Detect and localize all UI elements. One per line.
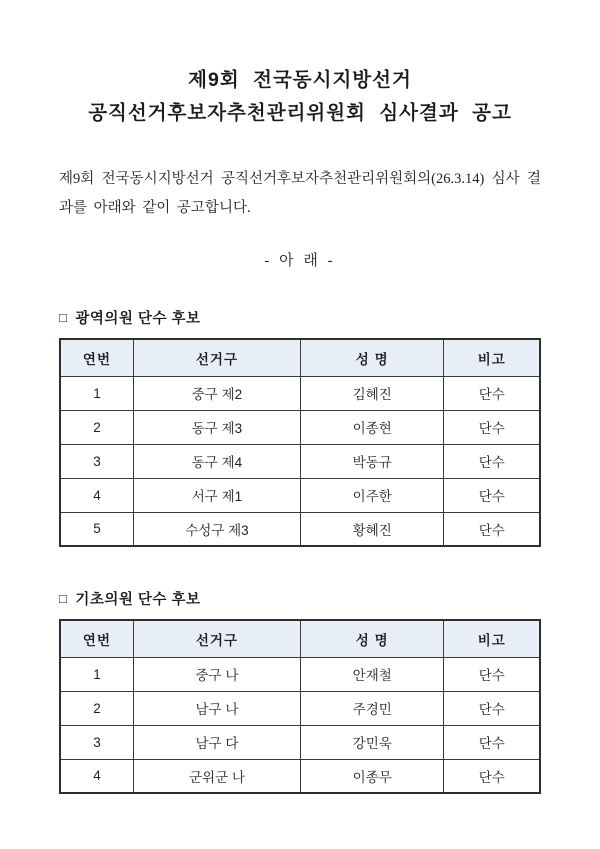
table-cell: 황혜진 xyxy=(300,512,444,546)
table-row xyxy=(60,759,540,793)
section-metropolitan-council xyxy=(59,307,541,547)
table-cell: 주경민 xyxy=(300,691,444,725)
table-cell: 남구 나 xyxy=(133,691,300,725)
table-cell: 단수 xyxy=(444,478,540,512)
table-cell: 단수 xyxy=(444,410,540,444)
table-cell: 3 xyxy=(60,444,133,478)
column-header: 성 명 xyxy=(300,339,444,376)
table-cell: 3 xyxy=(60,725,133,759)
table-row xyxy=(60,376,540,410)
table-cell: 4 xyxy=(60,759,133,793)
metropolitan-candidates-table xyxy=(59,338,541,547)
table-cell: 수성구 제3 xyxy=(133,512,300,546)
table-cell: 이주한 xyxy=(300,478,444,512)
table-cell: 남구 다 xyxy=(133,725,300,759)
table-cell: 1 xyxy=(60,376,133,410)
table-cell: 단수 xyxy=(444,512,540,546)
document-title-line2: 공직선거후보자추천관리위원회 심사결과 공고 xyxy=(88,102,512,124)
column-header: 연번 xyxy=(60,620,133,657)
basic-candidates-table xyxy=(59,619,541,794)
table-cell: 5 xyxy=(60,512,133,546)
table-row xyxy=(60,444,540,478)
table-cell: 군위군 나 xyxy=(133,759,300,793)
table-cell: 중구 제2 xyxy=(133,376,300,410)
table-cell: 2 xyxy=(60,691,133,725)
table-cell: 강민욱 xyxy=(300,725,444,759)
announcement-paragraph: 제9회 전국동시지방선거 공직선거후보자추천관리위원회의(26.3.14) 심사 결과를 아래와 같이 공고합니다. xyxy=(59,171,541,216)
document-title xyxy=(59,64,541,130)
section-heading xyxy=(59,307,541,328)
table-cell: 단수 xyxy=(444,725,540,759)
square-bullet-icon: □ xyxy=(59,591,68,606)
section-basic-council xyxy=(59,588,541,794)
table-row xyxy=(60,691,540,725)
table-row xyxy=(60,512,540,546)
column-header: 비고 xyxy=(444,339,540,376)
column-header: 성 명 xyxy=(300,620,444,657)
table-cell: 이종무 xyxy=(300,759,444,793)
table-row xyxy=(60,410,540,444)
table-cell: 단수 xyxy=(444,444,540,478)
document-title-line1: 제9회 전국동시지방선거 xyxy=(188,69,412,91)
table-cell: 1 xyxy=(60,657,133,691)
table-row xyxy=(60,725,540,759)
square-bullet-icon: □ xyxy=(59,310,68,325)
section-heading-label: 광역의원 단수 후보 xyxy=(75,311,201,327)
table-cell: 김혜진 xyxy=(300,376,444,410)
table-cell: 단수 xyxy=(444,759,540,793)
table-cell: 동구 제4 xyxy=(133,444,300,478)
column-header: 연번 xyxy=(60,339,133,376)
column-header: 비고 xyxy=(444,620,540,657)
table-row xyxy=(60,478,540,512)
column-header: 선거구 xyxy=(133,339,300,376)
table-cell: 2 xyxy=(60,410,133,444)
table-cell: 안재철 xyxy=(300,657,444,691)
table-row xyxy=(60,657,540,691)
table-cell: 박동규 xyxy=(300,444,444,478)
table-header-row xyxy=(60,339,540,376)
table-cell: 4 xyxy=(60,478,133,512)
table-cell: 단수 xyxy=(444,376,540,410)
table-cell: 중구 나 xyxy=(133,657,300,691)
table-cell: 단수 xyxy=(444,691,540,725)
table-cell: 단수 xyxy=(444,657,540,691)
below-divider: - 아 래 - xyxy=(264,253,336,269)
table-cell: 이종현 xyxy=(300,410,444,444)
section-heading xyxy=(59,588,541,609)
table-cell: 동구 제3 xyxy=(133,410,300,444)
section-heading-label: 기초의원 단수 후보 xyxy=(75,592,201,608)
table-header-row xyxy=(60,620,540,657)
column-header: 선거구 xyxy=(133,620,300,657)
table-cell: 서구 제1 xyxy=(133,478,300,512)
